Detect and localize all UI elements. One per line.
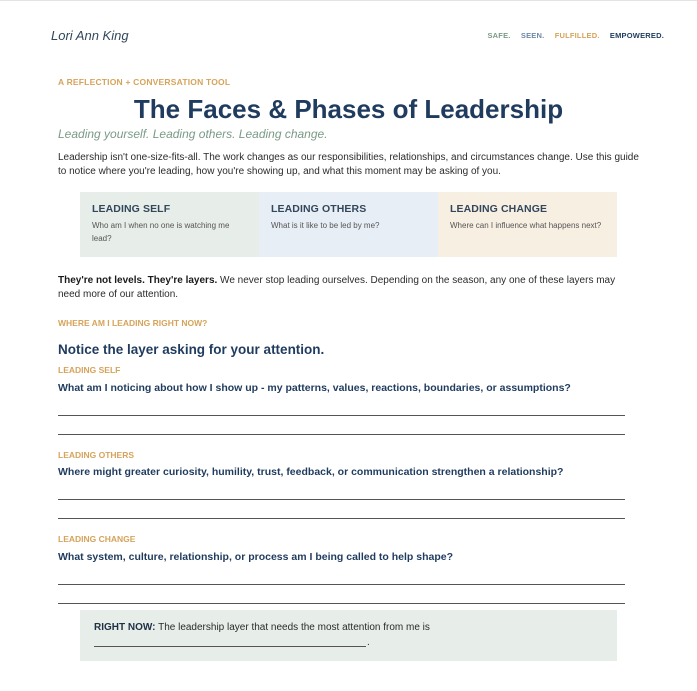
brand-name: Lori Ann King: [51, 28, 129, 43]
card-leading-others: [259, 192, 438, 257]
card-question: Where can I influence what happens next?: [450, 221, 602, 230]
answer-line[interactable]: [58, 499, 625, 500]
layers-text: We never stop leading ourselves. Depending on the season, any one of these layers may need more of our attention.: [58, 275, 616, 300]
page-title: The Faces & Phases of Leadership: [133, 94, 564, 124]
tagline-fulfilled: FULFILLED.: [554, 31, 600, 40]
answer-line[interactable]: [58, 415, 625, 416]
prompt-question-self: What am I noticing about how I show up - my patterns, values, reactions, boundaries, or assumptions?: [58, 382, 571, 394]
card-title: LEADING CHANGE: [450, 203, 548, 215]
card-title: LEADING OTHERS: [271, 203, 367, 215]
layers-bold: They're not levels. They're layers.: [58, 275, 218, 286]
kicker: A REFLECTION + CONVERSATION TOOL: [58, 77, 231, 87]
right-now-answer-line[interactable]: [94, 646, 366, 647]
answer-line[interactable]: [58, 603, 625, 604]
prompt-label-others: LEADING OTHERS: [58, 450, 135, 460]
card-leading-change: [438, 192, 617, 257]
tagline: [479, 31, 664, 40]
top-divider: [0, 0, 697, 1]
card-title: LEADING SELF: [92, 203, 171, 215]
answer-line[interactable]: [58, 518, 625, 519]
right-now-text: The leadership layer that needs the most attention from me is: [155, 622, 430, 633]
prompt-question-others: Where might greater curiosity, humility, trust, feedback, or communication strengthen a relationship?: [58, 466, 564, 478]
tagline-empowered: EMPOWERED.: [609, 31, 664, 40]
answer-line[interactable]: [58, 434, 625, 435]
subtitle: Leading yourself. Leading others. Leading change.: [58, 127, 328, 141]
intro-paragraph: Leadership isn't one-size-fits-all. The work changes as our responsibilities, relationships, and circumstances change. Use this guide to notice where you're leading, how you're showing up, and what this moment may be asking of you.: [58, 152, 639, 177]
right-now-label: RIGHT NOW:: [94, 622, 156, 633]
layers-paragraph: [58, 274, 638, 302]
card-question: What is it like to be led by me?: [271, 221, 380, 230]
tagline-safe: SAFE.: [487, 31, 511, 40]
prompt-label-self: LEADING SELF: [58, 365, 121, 375]
layer-cards: [80, 192, 617, 257]
tagline-seen: SEEN.: [520, 31, 545, 40]
prompt-label-change: LEADING CHANGE: [58, 534, 136, 544]
prompt-heading: Notice the layer asking for your attention.: [58, 342, 325, 357]
right-now-box: [80, 610, 617, 661]
prompt-question-change: What system, culture, relationship, or process am I being called to help shape?: [58, 551, 454, 563]
card-question: Who am I when no one is watching me lead?: [92, 221, 230, 243]
section-kicker: WHERE AM I LEADING RIGHT NOW?: [58, 318, 208, 328]
card-leading-self: [80, 192, 259, 257]
right-now-period: .: [367, 637, 370, 648]
answer-line[interactable]: [58, 584, 625, 585]
